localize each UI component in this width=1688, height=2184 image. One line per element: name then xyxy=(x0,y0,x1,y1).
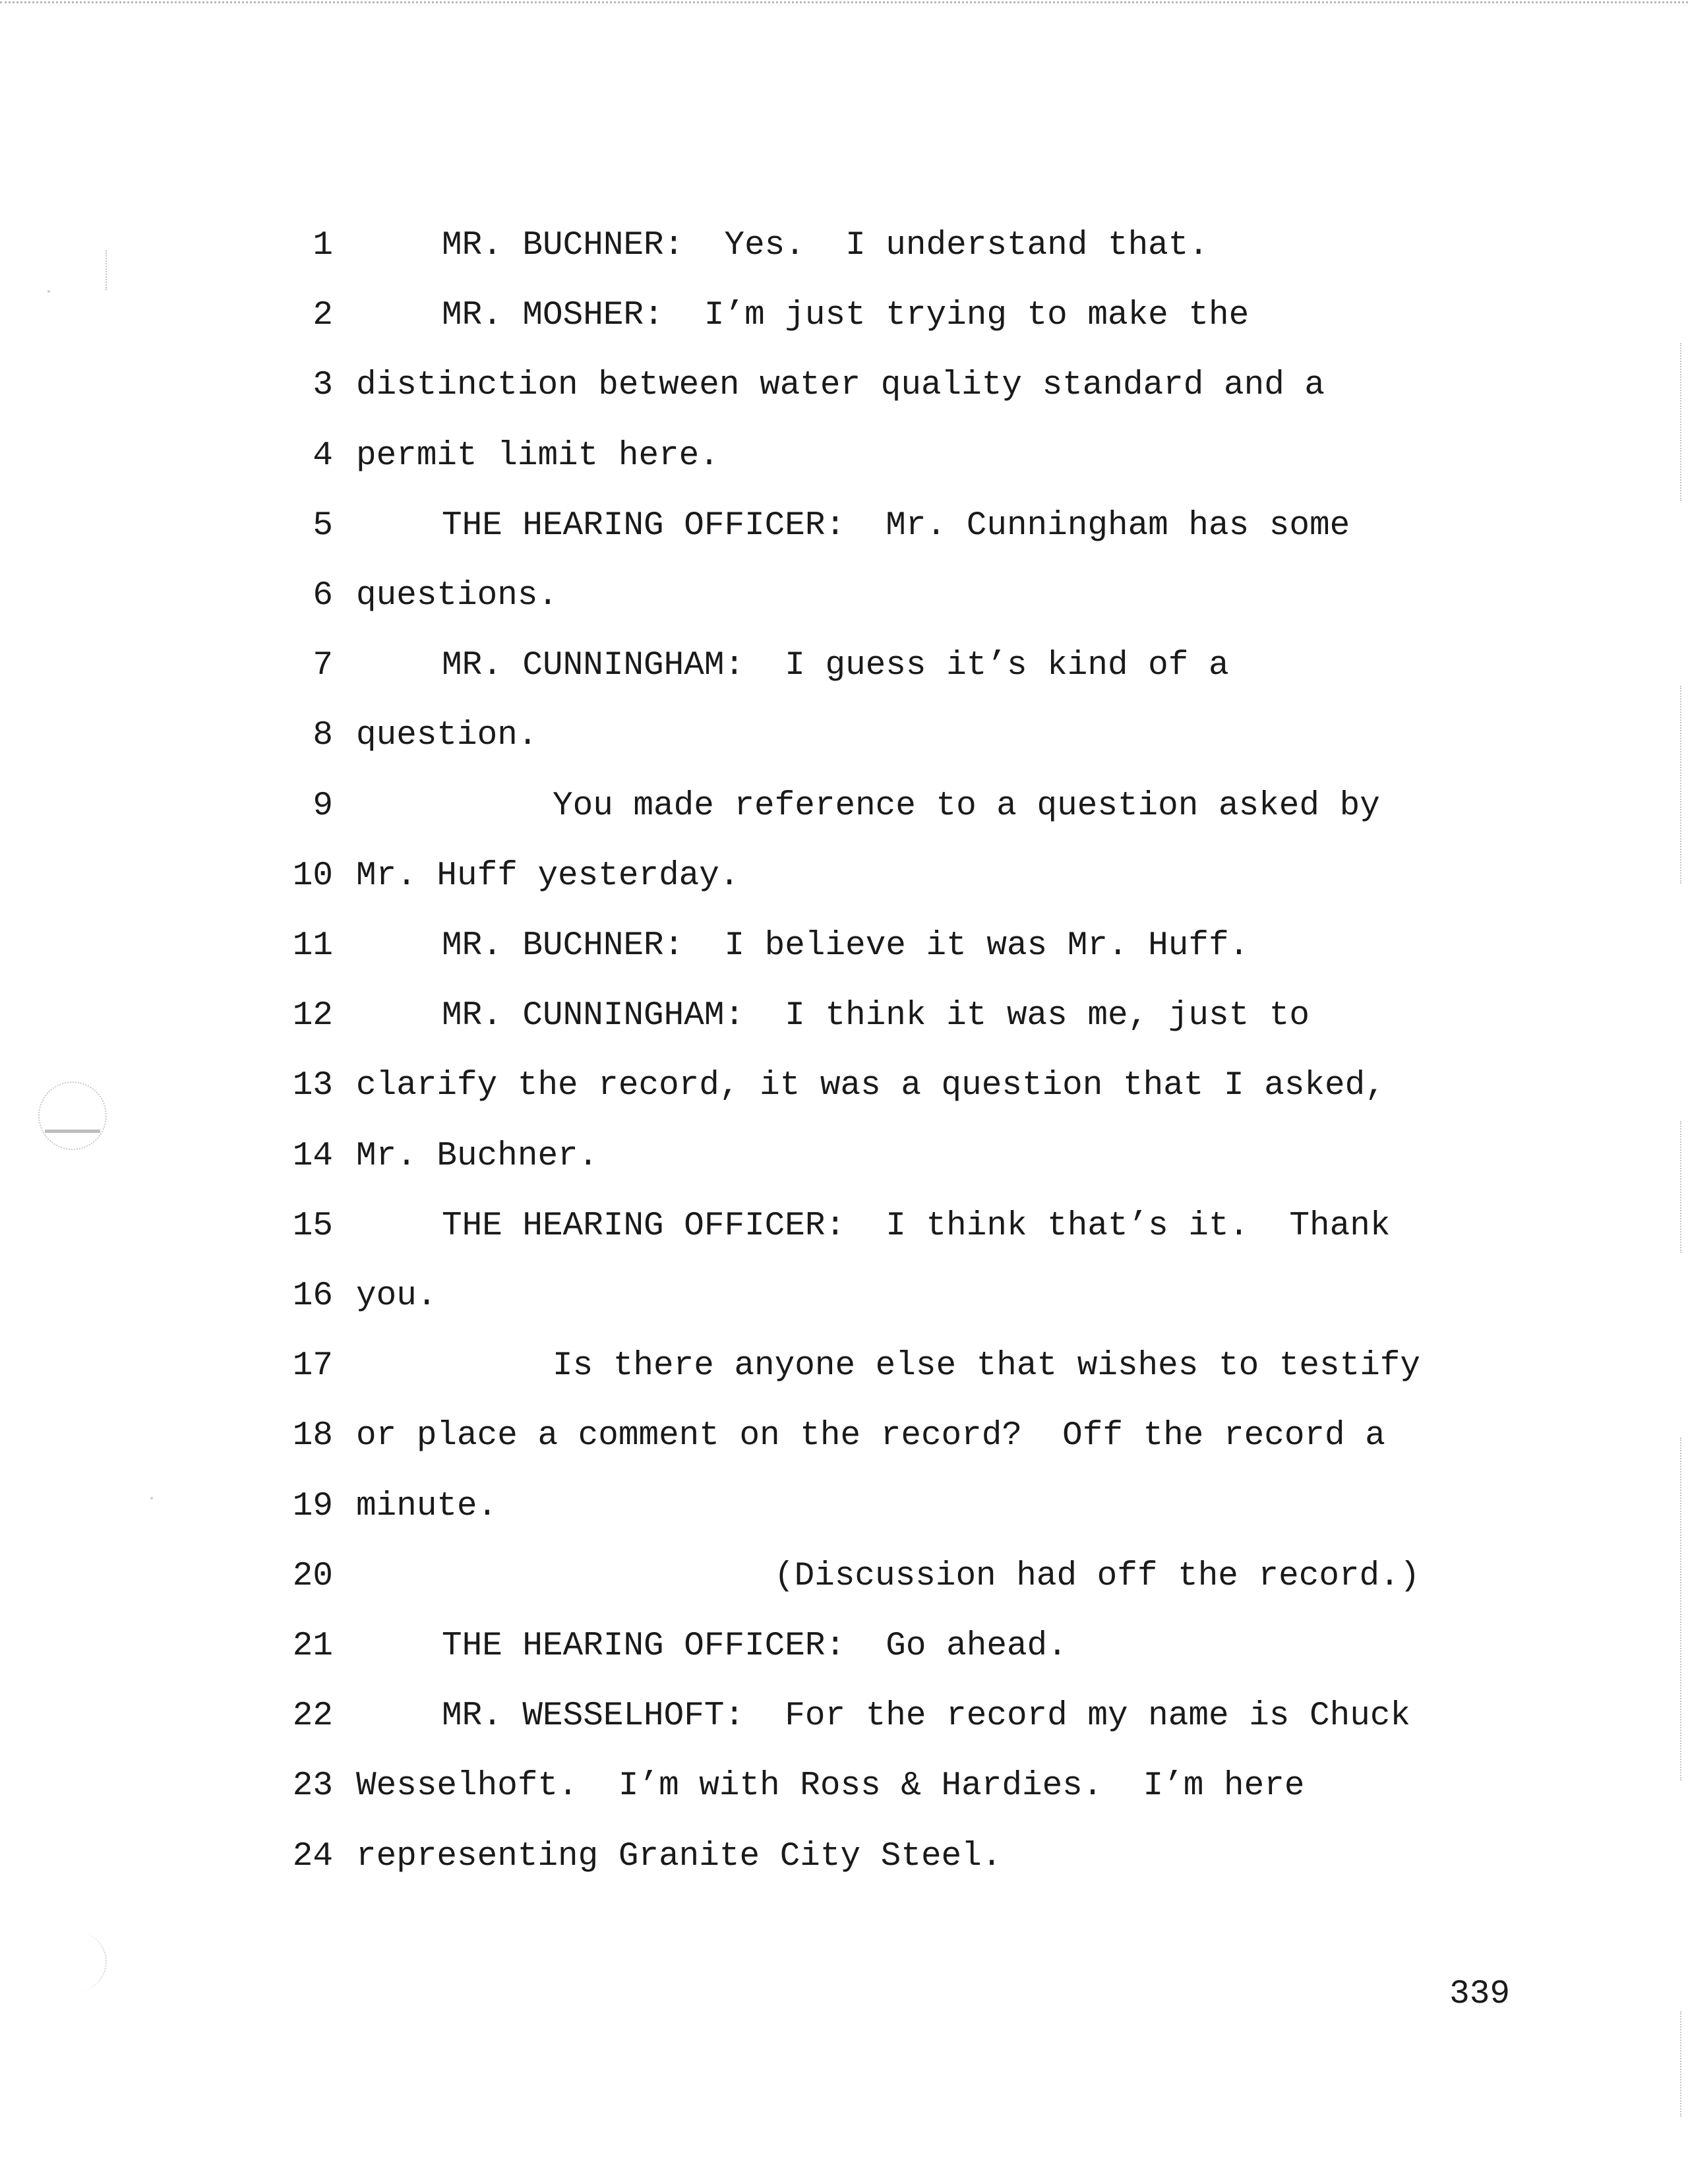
line-number: 8 xyxy=(313,717,333,754)
transcript-line xyxy=(0,561,1582,631)
line-text: MR. WESSELHOFT: For the record my name is Chuck xyxy=(442,1697,1411,1735)
line-number: 4 xyxy=(313,437,333,475)
transcript-line xyxy=(0,421,1582,491)
line-number: 20 xyxy=(292,1558,333,1595)
transcript-line xyxy=(0,211,1582,281)
line-number: 13 xyxy=(292,1067,333,1105)
line-number: 6 xyxy=(313,577,333,615)
line-number: 21 xyxy=(292,1627,333,1665)
transcript-line xyxy=(0,1122,1582,1192)
line-text: you. xyxy=(356,1277,437,1315)
transcript-line xyxy=(0,491,1582,561)
line-number: 10 xyxy=(292,857,333,895)
line-text: MR. BUCHNER: Yes. I understand that. xyxy=(442,227,1209,264)
line-text: THE HEARING OFFICER: Mr. Cunningham has some xyxy=(442,507,1350,545)
line-text: permit limit here. xyxy=(356,437,719,475)
line-text: clarify the record, it was a question that I asked, xyxy=(356,1067,1385,1105)
transcript-line xyxy=(0,1682,1582,1751)
line-number: 16 xyxy=(292,1277,333,1315)
transcript-line xyxy=(0,1261,1582,1331)
page-number: 339 xyxy=(1449,1976,1510,2013)
transcript-line xyxy=(0,281,1582,351)
line-number: 17 xyxy=(292,1347,333,1385)
transcript-line xyxy=(0,701,1582,771)
line-number: 2 xyxy=(313,297,333,334)
transcript-line xyxy=(0,1472,1582,1542)
transcript-line xyxy=(0,911,1582,981)
line-text: Is there anyone else that wishes to testify xyxy=(553,1347,1421,1385)
line-text: Mr. Buchner. xyxy=(356,1138,599,1175)
line-text: MR. MOSHER: I’m just trying to make the xyxy=(442,297,1250,334)
line-number: 14 xyxy=(292,1138,333,1175)
transcript-line xyxy=(0,631,1582,701)
scan-artifact-mark xyxy=(1680,1121,1681,1253)
line-number: 1 xyxy=(313,227,333,264)
line-text: Mr. Huff yesterday. xyxy=(356,857,740,895)
line-text: (Discussion had off the record.) xyxy=(774,1558,1420,1595)
line-text: THE HEARING OFFICER: Go ahead. xyxy=(442,1627,1068,1665)
scan-artifact-mark xyxy=(1680,1438,1681,1780)
line-number: 22 xyxy=(292,1697,333,1735)
line-number: 24 xyxy=(292,1838,333,1875)
transcript-line xyxy=(0,1051,1582,1121)
scan-artifact-mark xyxy=(1680,2011,1681,2117)
scan-artifact-mark xyxy=(106,251,107,290)
line-number: 7 xyxy=(313,647,333,684)
line-text: representing Granite City Steel. xyxy=(356,1838,1002,1875)
transcript-line xyxy=(0,1751,1582,1821)
line-number: 19 xyxy=(292,1488,333,1525)
line-text: questions. xyxy=(356,577,558,615)
line-text: or place a comment on the record? Off the record a xyxy=(356,1417,1385,1455)
line-text: minute. xyxy=(356,1488,498,1525)
line-text: THE HEARING OFFICER: I think that’s it. Thank xyxy=(442,1207,1391,1245)
scan-artifact-dot xyxy=(47,290,50,293)
transcript-line xyxy=(0,772,1582,841)
line-number: 12 xyxy=(292,997,333,1035)
transcript-line xyxy=(0,981,1582,1051)
transcript-line xyxy=(0,1401,1582,1471)
line-text: MR. CUNNINGHAM: I think it was me, just to xyxy=(442,997,1310,1035)
transcript-line xyxy=(0,1822,1582,1892)
line-text: distinction between water quality standard and a xyxy=(356,367,1325,404)
line-text: MR. BUCHNER: I believe it was Mr. Huff. xyxy=(442,927,1250,965)
scan-artifact-mark xyxy=(1680,343,1681,501)
transcript-line xyxy=(0,1192,1582,1261)
transcript-line xyxy=(0,1612,1582,1682)
line-number: 18 xyxy=(292,1417,333,1455)
line-text: question. xyxy=(356,717,538,754)
line-number: 3 xyxy=(313,367,333,404)
scan-artifact-arc xyxy=(46,1932,107,1991)
line-number: 11 xyxy=(292,927,333,965)
line-text: You made reference to a question asked by xyxy=(553,787,1380,825)
transcript-line xyxy=(0,351,1582,421)
scan-artifact-mark xyxy=(1680,686,1681,884)
transcript-line xyxy=(0,1331,1582,1401)
punch-hole-mark xyxy=(38,1081,107,1150)
line-number: 23 xyxy=(292,1767,333,1805)
line-number: 15 xyxy=(292,1207,333,1245)
line-text: MR. CUNNINGHAM: I guess it’s kind of a xyxy=(442,647,1229,684)
line-number: 9 xyxy=(313,787,333,825)
line-number: 5 xyxy=(313,507,333,545)
transcript-line xyxy=(0,841,1582,911)
scan-artifact-dot xyxy=(150,1497,153,1500)
transcript-line xyxy=(0,1542,1582,1612)
line-text: Wesselhoft. I’m with Ross & Hardies. I’m here xyxy=(356,1767,1305,1805)
